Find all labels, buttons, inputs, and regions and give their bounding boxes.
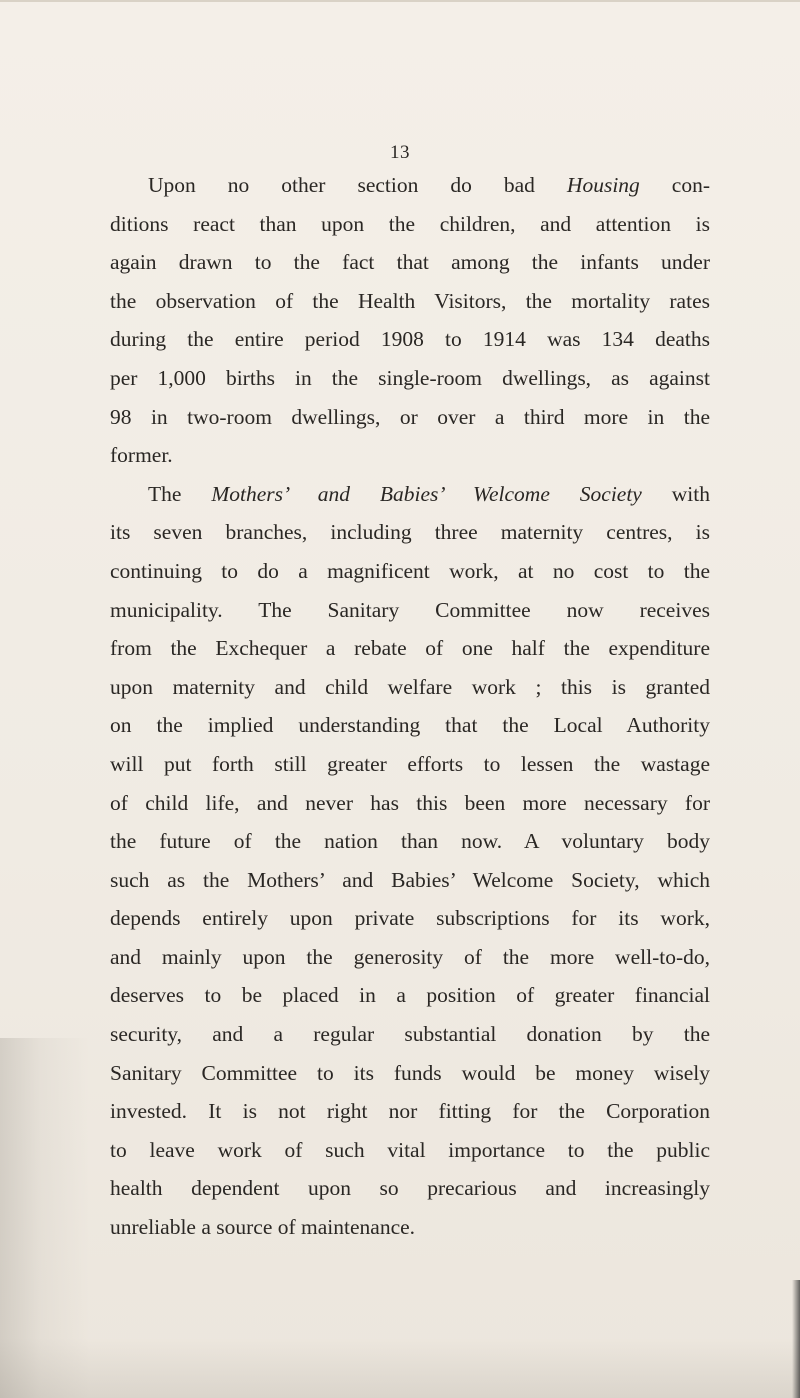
italic-text: Housing (566, 173, 640, 197)
page-edge-mark (792, 1280, 800, 1398)
text-run: the observation of the Health Visitors, the mortality rates (110, 288, 710, 313)
text-run: 98 in two-room dwellings, or over a third more in the (110, 404, 710, 429)
text-line (110, 205, 710, 244)
text-run: Sanitary Committee to its funds would be money wisely (110, 1060, 710, 1085)
text-line (110, 166, 710, 205)
text-run: such as the Mothers’ and Babies’ Welcome Society, which (110, 867, 710, 892)
text-line (110, 976, 710, 1015)
text-run: unreliable a source of maintenance. (110, 1215, 416, 1240)
text-run: will put forth still greater efforts to lessen the wastage (110, 751, 710, 776)
text-line (110, 398, 710, 437)
text-line (110, 629, 710, 668)
text-run: security, and a regular substantial donation by the (110, 1022, 710, 1047)
text-line (110, 1054, 710, 1093)
text-line (110, 668, 710, 707)
text-line (110, 861, 710, 900)
text-run: its seven branches, including three maternity centres, is (110, 520, 710, 545)
text-run: ditions react than upon the children, and attention is (110, 211, 710, 236)
text-run: con- (639, 173, 711, 197)
text-line (110, 822, 710, 861)
text-line (110, 1015, 710, 1054)
italic-text: Mothers’ and Babies’ Welcome Society (211, 481, 642, 506)
text-line (110, 359, 710, 398)
text-run: of child life, and never has this been more necessary for (110, 790, 710, 815)
text-run: again drawn to the fact that among the infants under (110, 250, 710, 275)
text-line (110, 938, 710, 977)
text-line (110, 1131, 710, 1170)
text-line (110, 243, 710, 282)
page-top-edge (0, 0, 800, 2)
text-line (110, 1092, 710, 1131)
text-line (110, 513, 710, 552)
text-line (110, 1208, 710, 1247)
text-run: during the entire period 1908 to 1914 was 134 deaths (110, 327, 710, 352)
text-run: and mainly upon the generosity of the more well-to-do, (110, 944, 710, 969)
text-line (110, 552, 710, 591)
text-run: the future of the nation than now. A voluntary body (110, 829, 710, 854)
body-text (110, 166, 710, 1247)
text-run: continuing to do a magnificent work, at no cost to the (110, 558, 710, 583)
text-line (110, 706, 710, 745)
text-run: depends entirely upon private subscriptions for its work, (110, 906, 710, 931)
text-run: on the implied understanding that the Local Authority (110, 713, 710, 738)
scan-shadow-bottom (0, 1338, 800, 1398)
text-run: The (148, 481, 212, 506)
text-line (110, 475, 710, 514)
text-run: municipality. The Sanitary Committee now receives (110, 597, 710, 622)
text-run: per 1,000 births in the single-room dwellings, as against (110, 365, 710, 390)
text-line (110, 282, 710, 321)
text-line (110, 320, 710, 359)
text-run: upon maternity and child welfare work ; this is granted (110, 674, 710, 699)
text-line (110, 1169, 710, 1208)
text-line (110, 784, 710, 823)
text-line (110, 745, 710, 784)
text-run: from the Exchequer a rebate of one half the expenditure (110, 636, 710, 661)
page-number: 13 (390, 142, 410, 163)
text-run: to leave work of such vital importance to the public (110, 1137, 710, 1162)
text-run: former. (110, 443, 173, 468)
text-line (110, 436, 710, 475)
text-run: deserves to be placed in a position of greater financial (110, 983, 710, 1008)
text-run: health dependent upon so precarious and increasingly (110, 1176, 710, 1201)
text-run: with (641, 481, 710, 506)
text-run: invested. It is not right nor fitting for the Corporation (110, 1099, 710, 1124)
text-line (110, 899, 710, 938)
text-line (110, 591, 710, 630)
scan-shadow (0, 1038, 90, 1398)
text-run: Upon no other section do bad (148, 173, 567, 197)
